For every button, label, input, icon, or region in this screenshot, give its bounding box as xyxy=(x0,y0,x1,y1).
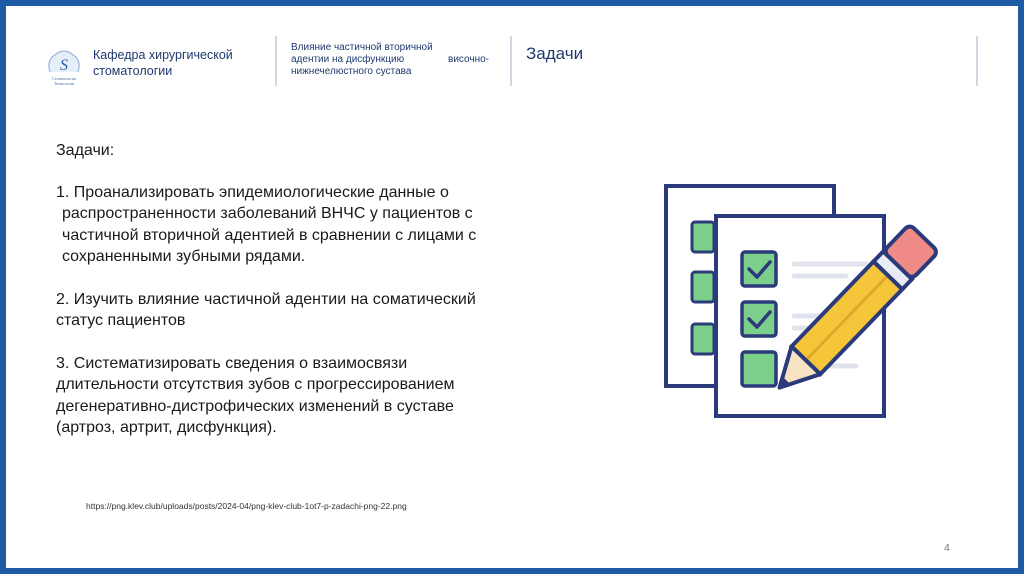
task-3-line-4: (артроз, артрит, дисфункция). xyxy=(56,419,277,436)
image-source-link[interactable]: https://png.klev.club/uploads/posts/2024-04/png-klev-club-1ot7-p-zadachi-png-22.png xyxy=(86,501,407,511)
tasks-text xyxy=(56,140,616,460)
task-1-line-3: частичной вторичной адентией в сравнении с лицами с xyxy=(62,226,477,244)
topic-line-2b: височно- xyxy=(448,54,489,65)
task-item-3 xyxy=(56,353,616,439)
task-1-line-4: сохраненными зубными рядами. xyxy=(62,248,306,265)
topic-line-3: нижнечелюстного сустава xyxy=(291,66,412,77)
department-name: Кафедра хирургической стоматологии xyxy=(93,48,233,78)
task-2-line-1: 2. Изучить влияние частичной адентии на соматический xyxy=(56,290,476,308)
task-1-line-2: распространенности заболеваний ВНЧС у пациентов с xyxy=(62,205,473,222)
page-number: 4 xyxy=(944,542,950,554)
task-3-line-3: дегенеративно-дистрофических изменений в суставе xyxy=(56,397,454,415)
slide xyxy=(6,6,1018,568)
checklist-pencil-icon xyxy=(656,176,946,426)
task-item-1 xyxy=(56,182,616,268)
task-item-2 xyxy=(56,289,616,332)
header-divider xyxy=(510,36,512,86)
task-3-line-1: 3. Систематизировать сведения о взаимосвязи xyxy=(56,354,408,372)
task-3-line-2: длительности отсутствия зубов с прогрессированием xyxy=(56,376,455,393)
task-2-line-2: статус пациентов xyxy=(56,312,186,329)
tasks-heading: Задачи: xyxy=(56,142,115,159)
topic-line-1: Влияние частичной вторичной xyxy=(291,42,433,53)
topic-line-2a: адентии на дисфункцию xyxy=(291,54,405,65)
topic-line-2 xyxy=(291,54,489,66)
logo-caption: Стоматология Технологии xyxy=(52,76,76,86)
section-title: Задачи xyxy=(526,44,584,63)
svg-text:S: S xyxy=(60,57,68,74)
task-1-line-1: 1. Проанализировать эпидемиологические данные о xyxy=(56,183,449,201)
presentation-topic xyxy=(291,42,489,78)
header-divider xyxy=(976,36,978,86)
header-divider xyxy=(275,36,277,86)
